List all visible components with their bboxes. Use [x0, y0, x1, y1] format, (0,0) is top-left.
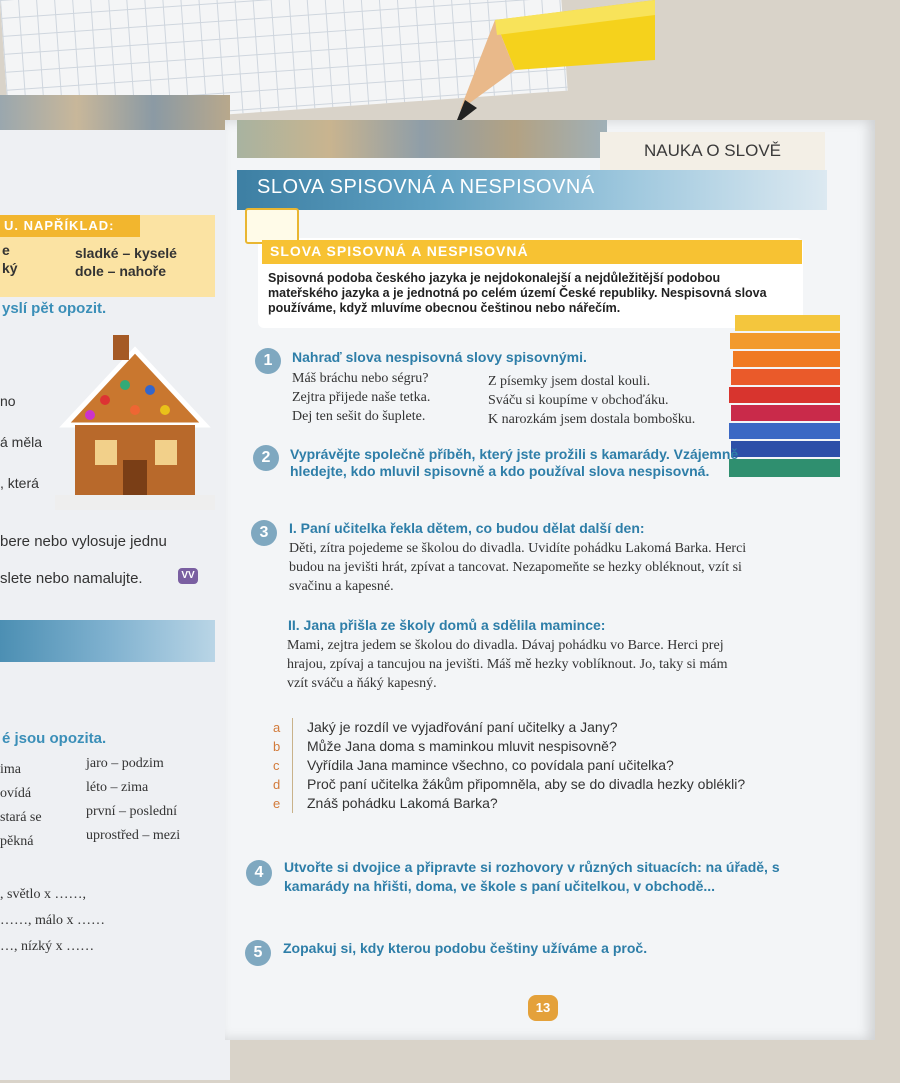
exercise-number: 1 — [255, 348, 281, 374]
left-col-b-item: jaro – podzim — [86, 756, 164, 771]
question-letter: a — [273, 720, 281, 735]
left-photo-strip — [0, 95, 230, 130]
sentence: Zejtra přijede naše tetka. — [292, 390, 431, 405]
pair-right-2: dole – nahoře — [75, 263, 167, 279]
definition-heading-bar — [262, 240, 802, 264]
question-letter: b — [273, 739, 281, 754]
left-col-a-item: stará se — [0, 810, 42, 825]
pair-left-1: e — [2, 242, 10, 258]
sentence: Máš bráchu nebo ségru? — [292, 371, 429, 386]
pair-right-1: sladké – kyselé — [75, 245, 177, 261]
page-title: SLOVA SPISOVNÁ A NESPISOVNÁ — [257, 176, 595, 198]
exercise-3-questions — [273, 718, 783, 813]
left-fragment-1: no — [0, 393, 16, 409]
left-bottom-line: …, nízký x …… — [0, 939, 95, 954]
exercise-4-task: Utvořte si dvojice a připravte si rozhovory v různých situacích: na úřadě, s kamarády na hřišti, doma, ve škole s paní učitelkou, v obchodě... — [284, 859, 780, 894]
left-line-2: slete nebo namalujte. — [0, 570, 143, 587]
question-row — [273, 775, 783, 794]
left-section-band — [0, 620, 215, 662]
question-row — [273, 718, 783, 737]
left-task-1: yslí pět opozit. — [2, 300, 107, 317]
question-letter: c — [273, 758, 280, 773]
left-col-b — [86, 752, 180, 848]
exercise-3-part2-heading: II. Jana přišla ze školy domů a sdělila mamince: — [288, 617, 606, 633]
left-col-b-item: léto – zima — [86, 780, 149, 795]
page-number: 13 — [528, 995, 558, 1021]
gingerbread-house-image — [55, 330, 215, 510]
left-task-2: é jsou opozita. — [2, 730, 107, 747]
definition-heading: SLOVA SPISOVNÁ A NESPISOVNÁ — [270, 243, 529, 259]
question-letter: e — [273, 796, 281, 811]
exercise-number: 5 — [245, 940, 271, 966]
question-text: Znáš pohádku Lakomá Barka? — [307, 795, 498, 811]
example-heading-bar — [0, 215, 140, 237]
left-col-b-item: první – poslední — [86, 804, 177, 819]
question-text: Jaký je rozdíl ve vyjadřování paní učitelky a Jany? — [307, 719, 618, 735]
pair-left-2: ký — [2, 260, 18, 276]
exercise-3-part1-text: Děti, zítra pojedeme se školou do divadla. Uvidíte pohádku Lakomá Barka. Herci budou na jevišti hrát, zpívat a tancovat. Nezapomeňte se hezky obléknout, vzít si svačinu a kapesné. — [289, 541, 747, 594]
left-line-1: bere nebo vylosuje jednu — [0, 533, 167, 550]
sentence: Sváču si koupíme v obchoďáku. — [488, 393, 669, 408]
left-fragment-2: á měla — [0, 434, 43, 450]
exercise-5-task: Zopakuj si, kdy kterou podobu češtiny užíváme a proč. — [283, 940, 648, 956]
pencil-image — [455, 0, 655, 125]
question-text: Vyřídila Jana mamince všechno, co povídala paní učitelka? — [307, 757, 674, 773]
left-col-a-item: ima — [0, 762, 21, 777]
sentence: Dej ten sešit do šuplete. — [292, 409, 426, 424]
left-col-a-item: pěkná — [0, 834, 34, 849]
exercise-number: 4 — [246, 860, 272, 886]
exercise-number: 3 — [251, 520, 277, 546]
question-row — [273, 794, 783, 813]
left-col-a — [0, 758, 42, 854]
exercise-2-task: Vyprávějte společně příběh, který jste prožili s kamarády. Vzájemně hledejte, kdo mluvil spisovně a kdo používal slova nespisovná. — [290, 446, 739, 479]
exercise-number: 2 — [253, 445, 279, 471]
left-fragment-3: , která — [0, 475, 39, 491]
vv-badge: VV — [178, 568, 198, 584]
page-title-bar — [237, 170, 827, 210]
question-text: Proč paní učitelka žákům připomněla, aby se do divadla hezky oblékli? — [307, 776, 746, 792]
left-col-a-item: ovídá — [0, 786, 32, 801]
section-tag: NAUKA O SLOVĚ — [600, 132, 825, 170]
question-row — [273, 737, 783, 756]
exercise-3-part1-heading: I. Paní učitelka řekla dětem, co budou dělat další den: — [289, 520, 645, 536]
right-photo-strip — [237, 120, 607, 158]
exercise-3-part2-text: Mami, zejtra jedem se školou do divadla. Dávaj pohádku vo Barce. Herci prej hrajou, zpívaj a tancujou na jevišti. Máš mě hezky voblíknout. Jo, taky si mám vzít sváču a ňáký kapesný. — [287, 638, 728, 691]
left-bottom-lines — [0, 882, 105, 960]
question-row — [273, 756, 783, 775]
book-icon — [245, 208, 299, 244]
definition-text: Spisovná podoba českého jazyka je nejdokonalejší a nejdůležitější podobou mateřského jazyka a je jednotná po celém území České republiky. Nespisovná slova používáme, když mluvíme obecnou češtinou nebo nářečím. — [268, 271, 767, 315]
left-bottom-line: , světlo x ……, — [0, 887, 86, 902]
example-heading: U. NAPŘÍKLAD: — [4, 218, 115, 233]
sentence: K narozkám jsem dostala bombošku. — [488, 412, 696, 427]
exercise-1-task: Nahraď slova nespisovná slovy spisovnými. — [292, 349, 587, 365]
left-col-b-item: uprostřed – mezi — [86, 828, 181, 843]
sentence: Z písemky jsem dostal kouli. — [488, 374, 651, 389]
exercise-1-col1 — [292, 369, 430, 426]
exercise-1-col2 — [488, 372, 695, 429]
question-letter: d — [273, 777, 281, 792]
left-bottom-line: ……, málo x …… — [0, 913, 105, 928]
question-text: Může Jana doma s maminkou mluvit nespisovně? — [307, 738, 617, 754]
